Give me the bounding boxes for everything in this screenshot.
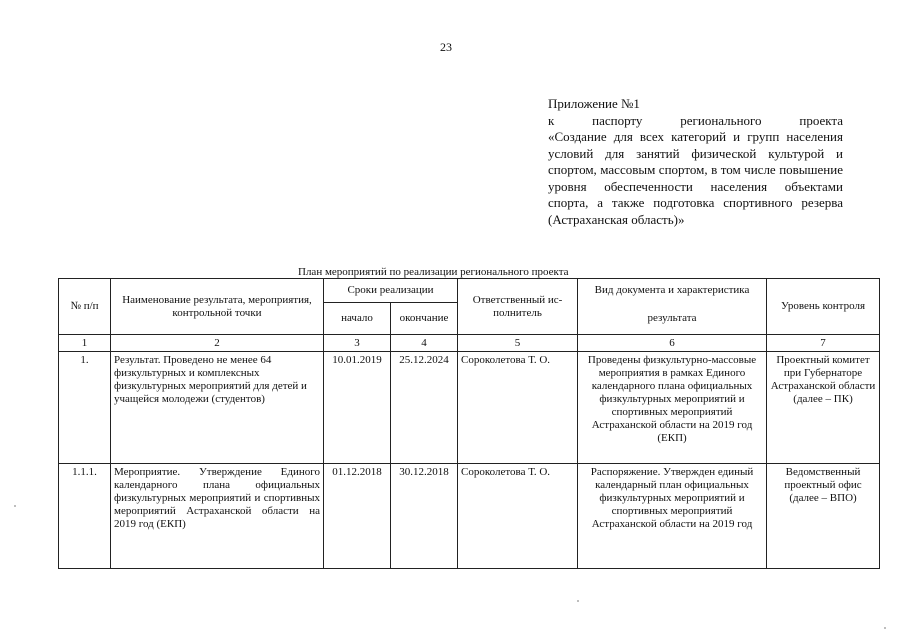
row-num: 1. bbox=[59, 352, 111, 464]
row-control: Ведомственный проектный офис (далее – ВПО) bbox=[767, 464, 880, 569]
header-end: окончание bbox=[391, 303, 458, 335]
header-control: Уровень контроля bbox=[767, 279, 880, 335]
scan-speck bbox=[884, 627, 886, 629]
column-number: 7 bbox=[767, 335, 880, 352]
column-number: 1 bbox=[59, 335, 111, 352]
scan-speck bbox=[14, 505, 16, 507]
column-number: 4 bbox=[391, 335, 458, 352]
column-number: 5 bbox=[458, 335, 578, 352]
header-num: № п/п bbox=[59, 279, 111, 335]
appendix-block bbox=[548, 96, 843, 228]
row-doc: Проведены физкультурно-массовые мероприятия в рамках Единого календарного плана официальных физкультурных мероприятий и спортивных мероприятий Астраханской области на 2019 год (ЕКП) bbox=[578, 352, 767, 464]
row-num: 1.1.1. bbox=[59, 464, 111, 569]
row-responsible: Сороколетова Т. О. bbox=[458, 352, 578, 464]
header-terms: Сроки реализации bbox=[324, 279, 458, 303]
column-number: 3 bbox=[324, 335, 391, 352]
table-row bbox=[59, 352, 880, 464]
plan-table bbox=[58, 278, 880, 569]
row-name: Результат. Проведено не менее 64 физкультурных и комплексных физкультурных мероприятий для детей и учащейся молодежи (студентов) bbox=[111, 352, 324, 464]
row-control: Проектный комитет при Губернаторе Астраханской области (далее – ПК) bbox=[767, 352, 880, 464]
scan-speck bbox=[577, 600, 579, 602]
row-start: 10.01.2019 bbox=[324, 352, 391, 464]
table-row bbox=[59, 464, 880, 569]
plan-title: План мероприятий по реализации регионального проекта bbox=[298, 266, 569, 278]
header-name: Наименование результата, мероприятия, контрольной точки bbox=[111, 279, 324, 335]
row-responsible: Сороколетова Т. О. bbox=[458, 464, 578, 569]
header-doc-bottom: результата bbox=[578, 303, 767, 335]
column-number-row bbox=[59, 335, 880, 352]
appendix-text bbox=[548, 113, 843, 229]
row-name: Мероприятие. Утверждение Единого календарного плана официальных физкультурных мероприятий и спортивных мероприятий Астраханской области на 2019 год (ЕКП) bbox=[111, 464, 324, 569]
row-end: 25.12.2024 bbox=[391, 352, 458, 464]
header-responsible: Ответственный исполнитель bbox=[458, 279, 578, 335]
appendix-prefix: к паспорту регионального проекта bbox=[548, 112, 843, 128]
column-number: 2 bbox=[111, 335, 324, 352]
appendix-title: Приложение №1 bbox=[548, 96, 640, 111]
appendix-body: «Создание для всех категорий и групп населения условий для занятий физической культурой и спортом, массовым спортом, в том числе повышение уровня обеспеченности населения объектами спорта, а также подготовка спортивного резерва (Астраханская область)» bbox=[548, 129, 843, 227]
header-row-top bbox=[59, 279, 880, 303]
header-doc-top: Вид документа и характеристика bbox=[578, 279, 767, 303]
row-doc: Распоряжение. Утвержден единый календарный план официальных физкультурных мероприятий и спортивных мероприятий Астраханской области на 2019 год bbox=[578, 464, 767, 569]
header-start: начало bbox=[324, 303, 391, 335]
page-number: 23 bbox=[440, 40, 452, 54]
row-end: 30.12.2018 bbox=[391, 464, 458, 569]
row-start: 01.12.2018 bbox=[324, 464, 391, 569]
column-number: 6 bbox=[578, 335, 767, 352]
